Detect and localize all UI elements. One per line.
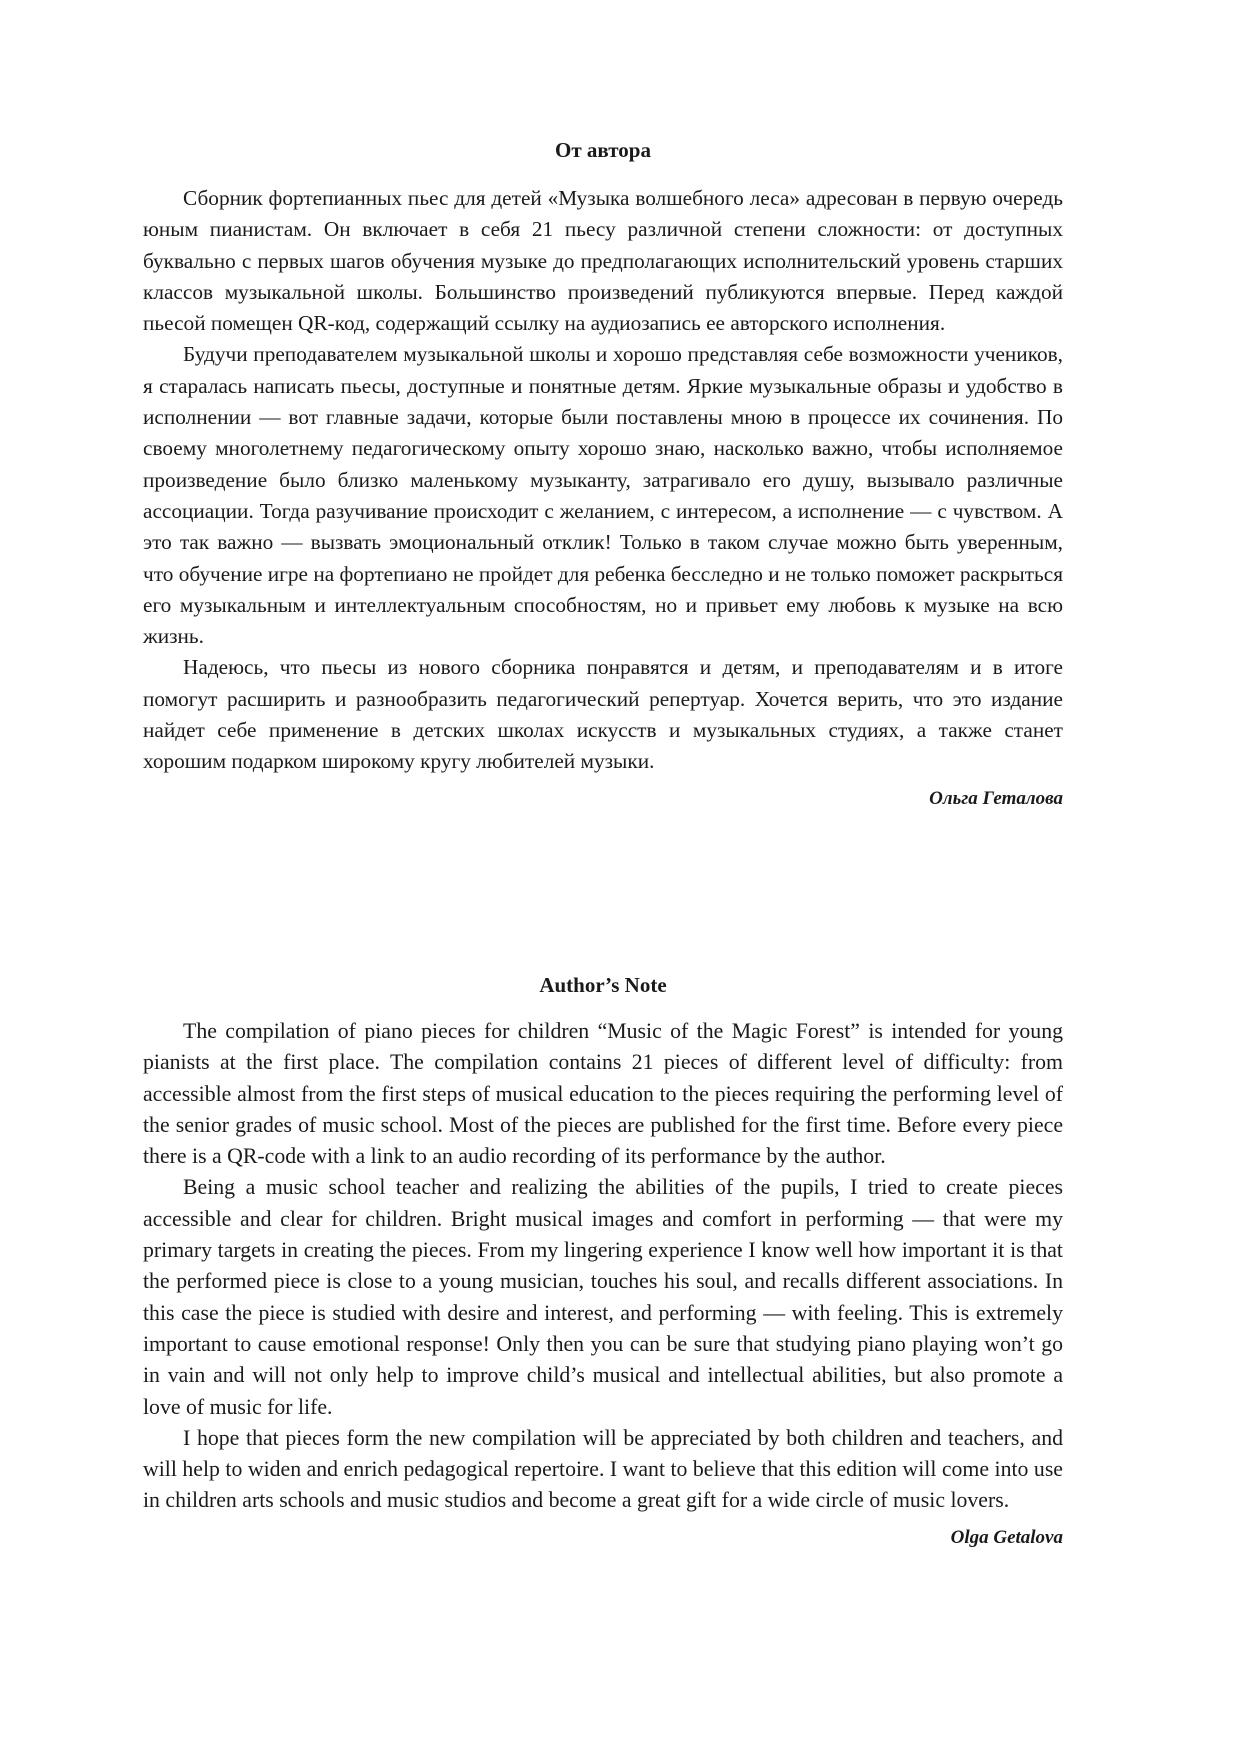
english-section <box>143 970 1063 1553</box>
english-paragraph-2: Being a music school teacher and realizing the abilities of the pupils, I tried to create pieces accessible and clear for children. Bright musical images and comfort in performing — that were my primary targets in creating the pieces. From my lingering experience I know well how important it is that the performed piece is close to a young musician, touches his soul, and recalls different associations. In this case the piece is studied with desire and interest, and performing — with feeling. This is extremely important to cause emotional response! Only then you can be sure that studying piano playing won’t go in vain and will not only help to improve child’s musical and intellectual abilities, but also promote a love of music for life. <box>143 1175 1063 1419</box>
russian-paragraph-1: Сборник фортепианных пьес для детей «Музыка волшебного леса» адресован в первую очередь юным пианистам. Он включает в себя 21 пьесу различной степени сложности: от доступных буквально с первых шагов обучения музыке до предполагающих исполнительский уровень старших классов музыкальной школы. Большинство произведений публикуются впервые. Перед каждой пьесой помещен QR-код, содержащий ссылку на аудиозапись ее авторского исполнения. <box>143 186 1063 336</box>
russian-section <box>143 135 1063 814</box>
english-paragraph-3: I hope that pieces form the new compilation will be appreciated by both children and teachers, and will help to widen and enrich pedagogical repertoire. I want to believe that this edition will come into use in children arts schools and music studios and become a great gift for a wide circle of music lovers. <box>143 1425 1063 1513</box>
english-heading: Author’s Note <box>539 973 667 997</box>
english-paragraph-1: The compilation of piano pieces for children “Music of the Magic Forest” is intended for young pianists at the first place. The compilation contains 21 pieces of different level of difficulty: from accessible almost from the first steps of musical education to the pieces requiring the performing level of the senior grades of music school. Most of the pieces are published for the first time. Before every piece there is a QR-code with a link to an audio recording of its performance by the author. <box>143 1019 1063 1169</box>
russian-paragraph-3: Надеюсь, что пьесы из нового сборника понравятся и детям, и преподавателям и в итоге помогут расширить и разнообразить педагогический репертуар. Хочется верить, что это издание найдет себе применение в детских школах искусств и музыкальных студиях, а также станет хорошим подарком широкому кругу любителей музыки. <box>143 655 1063 774</box>
russian-heading: От автора <box>555 138 651 162</box>
russian-paragraph-2: Будучи преподавателем музыкальной школы и хорошо представляя себе возможности учеников, я старалась написать пьесы, доступные и понятные детям. Яркие музыкальные образы и удобство в исполнении — вот главные задачи, которые были поставлены мною в процессе их сочинения. По своему многолетнему педагогическому опыту хорошо знаю, насколько важно, чтобы исполняемое произведение было близко маленькому музыканту, затрагивало его душу, вызывало различные ассоциации. Тогда разучивание происходит с желанием, с интересом, а исполнение — с чувством. А это так важно — вызвать эмоциональный отклик! Только в таком случае можно быть уверенным, что обучение игре на фортепиано не пройдет для ребенка бесследно и не только поможет раскрыться его музыкальным и интеллектуальным способностям, но и привьет ему любовь к музыке на всю жизнь. <box>143 342 1063 649</box>
russian-signature: Ольга Геталова <box>929 787 1063 809</box>
english-signature: Olga Getalova <box>950 1526 1063 1548</box>
